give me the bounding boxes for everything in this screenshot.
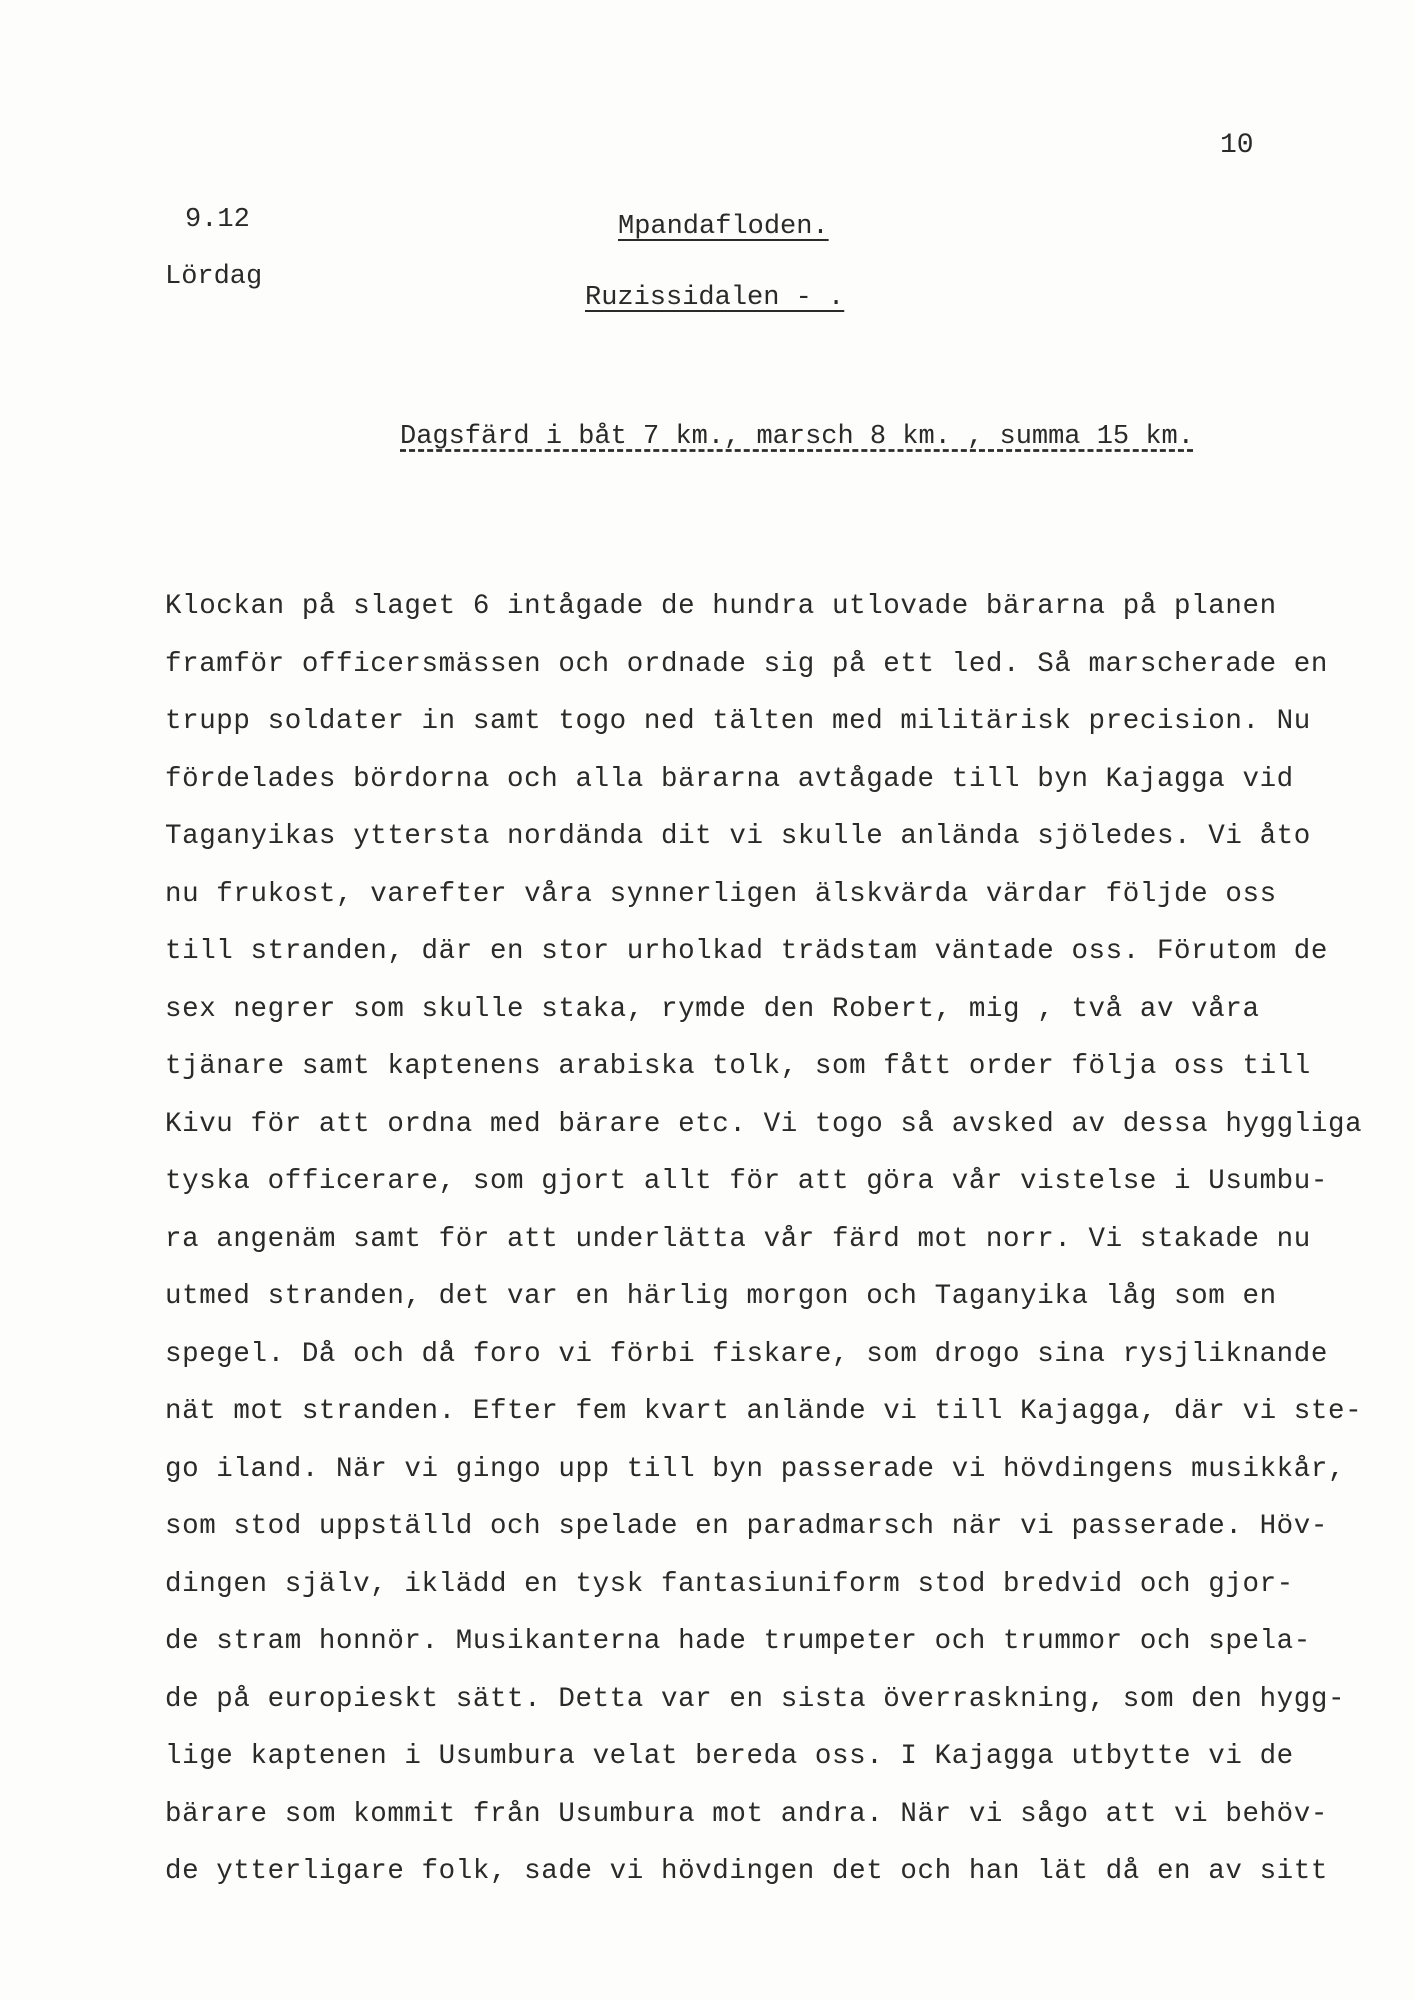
body-line: utmed stranden, det var en härlig morgon och Taganyika låg som en [165,1281,1277,1312]
body-line: tyska officerare, som gjort allt för att göra vår vistelse i Usumbu- [165,1166,1328,1197]
body-line: nu frukost, varefter våra synnerligen älskvärda värdar följde oss [165,878,1277,910]
body-line: trupp soldater in samt togo ned tälten med militärisk precision. Nu [165,706,1311,737]
entry-date: 9.12 [185,205,250,235]
body-line: de stram honnör. Musikanterna hade trumpeter och trummor och spela- [165,1626,1311,1657]
body-text [165,578,1395,1901]
body-line: fördelades bördorna och alla bärarna avtågade till byn Kajagga vid [165,763,1294,795]
body-line: till stranden, där en stor urholkad trädstam väntade oss. Förutom de [165,936,1328,967]
body-line: nät mot stranden. Efter fem kvart anlände vi till Kajagga, där vi ste- [165,1396,1363,1427]
body-line: Klockan på slaget 6 intågade de hundra utlovade bärarna på planen [165,591,1277,622]
body-line: sex negrer som skulle staka, rymde den Robert, mig , två av våra [165,993,1260,1025]
body-line: de på europieskt sätt. Detta var en sista överraskning, som den hygg- [165,1683,1346,1715]
page-number: 10 [1220,130,1254,161]
body-line: Taganyikas yttersta nordända dit vi skulle anlända sjöledes. Vi åto [165,821,1311,852]
place-heading-1: Mpandafloden. [618,212,829,242]
body-line: bärare som kommit från Usumbura mot andra. När vi sågo att vi behöv- [165,1798,1328,1830]
entry-weekday: Lördag [165,262,263,292]
day-summary: Dagsfärd i båt 7 km., marsch 8 km. , summa 15 km. [400,422,1194,452]
body-line: lige kaptenen i Usumbura velat bereda oss. I Kajagga utbytte vi de [165,1741,1294,1772]
place-heading-2: Ruzissidalen - . [585,283,845,313]
body-line: dingen själv, iklädd en tysk fantasiuniform stod bredvid och gjor- [165,1568,1294,1600]
body-line: som stod uppställd och spelade en paradmarsch när vi passerade. Höv- [165,1511,1328,1542]
body-line: framför officersmässen och ordnade sig på ett led. Så marscherade en [165,648,1328,680]
body-line: ra angenäm samt för att underlätta vår färd mot norr. Vi stakade nu [165,1223,1311,1255]
body-line: tjänare samt kaptenens arabiska tolk, som fått order följa oss till [165,1051,1311,1082]
body-line: spegel. Då och då foro vi förbi fiskare, som drogo sina rysjliknande [165,1338,1328,1370]
body-line: de ytterligare folk, sade vi hövdingen det och han lät då en av sitt [165,1856,1328,1887]
body-line: go iland. När vi gingo upp till byn passerade vi hövdingens musikkår, [165,1453,1346,1485]
body-line: Kivu för att ordna med bärare etc. Vi togo så avsked av dessa hyggliga [165,1108,1363,1140]
